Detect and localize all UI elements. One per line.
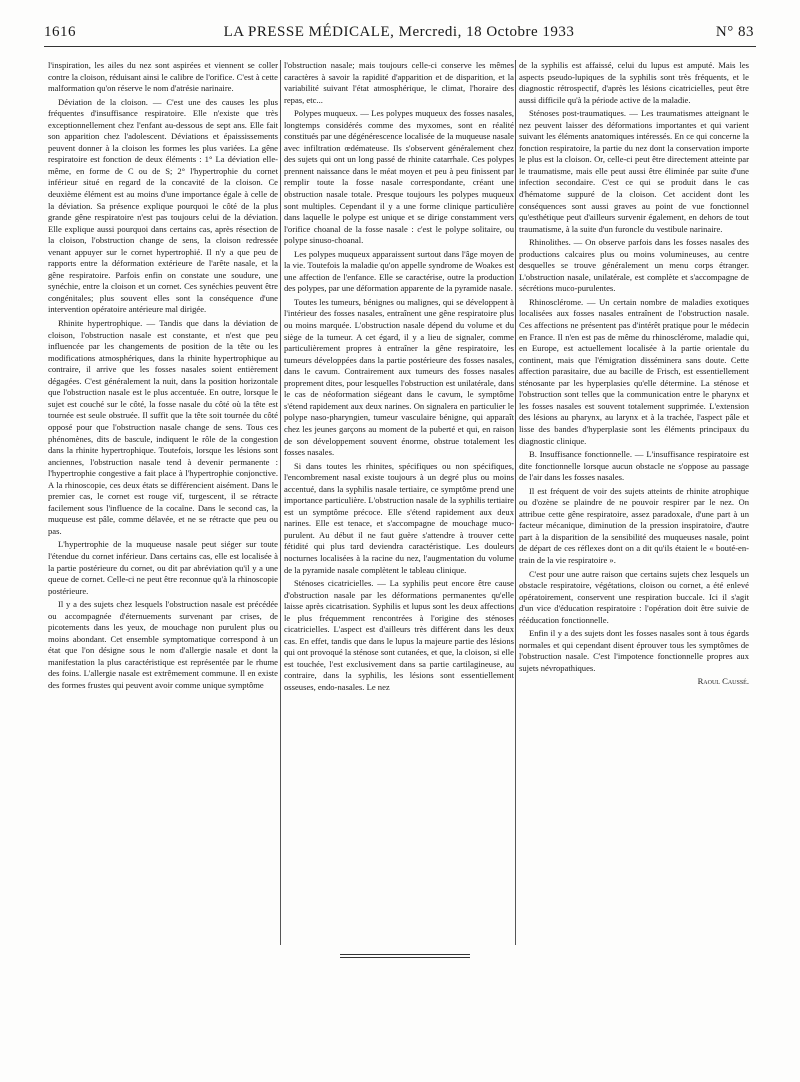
paragraph: Les polypes muqueux apparaissent surtout dans l'âge moyen de la vie. Toutefois la maladie qu'on appelle syndrome de Woakes est une affection de l'enfance. Elle se caractérise, outre la production des polypes, par une déformation apparente de la pyramide nasale. (284, 248, 514, 294)
paragraph: Polypes muqueux. — Les polypes muqueux des fosses nasales, longtemps considérés comme des myxomes, sont en réalité constitués par une dégénérescence localisée de la muqueuse nasale avec infiltration œdémateuse. Ils s'observent généralement chez des sujets qui ont un long passé de rhinite catarrhale. Ces polypes prennent naissance dans le méat moyen et peu à peu finissent par remplir toute la fosse nasale correspondante, créant une obstruction nasale totale. Presque toujours les polypes muqueux sont multiples. Cependant il y a une forme clinique particulière dans laquelle le polype est unique et se dirige constamment vers l'orifice choanal de la fosse nasale : c'est le polype solitaire, ou polype sinuso-choanal. (284, 108, 514, 246)
end-rule (340, 957, 470, 958)
paragraph: Rhinosclérome. — Un certain nombre de maladies exotiques localisées aux fosses nasales entraînent de l'obstruction nasale. Ces affections ne présentent pas d'intérêt pratique pour le médecin en France. Il n'en est pas de même du rhinosclérome, maladie qui, en Europe, est actuellement localisée à la partie orientale du continent, mais que l'émigration disséminera sans doute. Cette affection parasitaire, due au bacille de Frisch, est essentiellement sténosante par les hyperplasies qu'elle détermine. La sténose et l'obstruction sont telles que la communication entre le pharynx et les fosses nasales est souvent totalement supprimée. L'extension des lésions au pharynx, au larynx et à la trachée, l'aspect pâle et lisse des bandes d'hyperplasie sont les éléments principaux du diagnostic clinique. (519, 296, 749, 446)
author-signature: Raoul Caussé. (697, 676, 749, 687)
page-header (44, 18, 754, 48)
paragraph: Si dans toutes les rhinites, spécifiques ou non spécifiques, l'encombrement nasal existe toujours à un degré plus ou moins accentué, dans la syphilis nasale tertiaire, ce symptôme prend une importance particulière. L'obstruction nasale de la syphilis tertiaire est un symptôme précoce. Elle s'étend rapidement aux deux narines. Elle est tenace, et s'accompagne de mouchage muco-purulent. Au début il ne faut guère s'attendre à trouver cette fétidité qui plus tard deviendra caractéristique. Les douleurs nocturnes localisées à la racine du nez, l'augmentation du volume de la pyramide nasale complètent le tableau clinique. (284, 460, 514, 575)
paragraph: Sténoses cicatricielles. — La syphilis peut encore être cause d'obstruction nasale par les déformations permanentes qu'elle laisse après cicatrisation. Syphilis et lupus sont les deux affections le plus fréquemment rencontrées à l'origine des sténoses cicatricielles. L'aspect est d'ailleurs très différent dans les deux cas. En effet, tandis que dans le lupus la majeure partie des lésions qui ont provoqué la sténose sont cutanées, et que, la cloison, si elle est touchée, l'est exclusivement dans sa partie cartilagineuse, au contraire, dans la syphilis, les lésions sont essentiellement osseuses, endo-nasales. Le nez (284, 578, 514, 692)
paragraph: L'hypertrophie de la muqueuse nasale peut siéger sur toute l'étendue du cornet inférieur. Dans certains cas, elle est localisée à la partie postérieure du cornet, ou dit par abréviation qu'il y a une queue de cornet. Celle-ci ne peut être reconnue qu'à la rhinoscopie postérieure. (48, 539, 278, 596)
journal-title: LA PRESSE MÉDICALE, Mercredi, 18 Octobre 1933 (223, 24, 575, 40)
paragraph: Déviation de la cloison. — C'est une des causes les plus fréquentes d'insuffisance respiratoire. Elle n'existe que très exceptionnellement chez l'enfant au-dessous de sept ans. Elle fait son apparition chez l'adolescent. Déviations et épaississements peuvent donner à la cloison les formes les plus variées. La gêne respiratoire est fonction de deux éléments : 1° La déviation elle-même, en forme de C ou de S; 2° l'hypertrophie du cornet inférieur situé en regard de la concavité de la cloison. Ce deuxième élément est au moins d'une importance égale à celle de la déviation. Sa présence explique pourquoi le côté de la plus grande gêne respiratoire n'est pas toujours celui de la déviation. Elle explique aussi pourquoi dans certains cas, après résection de la cloison, l'obstruction change de sens, la cloison redressée venant appuyer sur le cornet hypertrophié. Il n'y a que peu de rapports entre la déformation extérieure de l'arête nasale, et la gêne respiratoire. Parfois enfin on constate une soudure, une synéchie, entre la cloison et un cornet. Ces synéchies peuvent être congénitales; plus souvent elles sont la conséquence d'une intervention opératoire antérieure mal dirigée. (48, 96, 278, 315)
paragraph: Rhinolithes. — On observe parfois dans les fosses nasales des productions calcaires plus ou moins volumineuses, au centre desquelles se trouve généralement un menu corps étranger. L'obstruction nasale, unilatérale, est complète et s'accompagne de sécrétions muco-purulentes. (519, 237, 749, 294)
paragraph: Il y a des sujets chez lesquels l'obstruction nasale est précédée ou accompagnée d'éternuements survenant par crises, de picotements dans les yeux, de mouchage non purulent plus ou moins abondant. Cet ensemble symptomatique correspond à un état que l'on désigne sous le nom d'allergie nasale et dont la manifestation la plus caractéristique est représentée par le rhume des foins. L'allergie nasale est extrêmement commune. Il en existe des formes frustes qui peuvent avoir comme unique symptôme (48, 599, 278, 690)
paragraph: Toutes les tumeurs, bénignes ou malignes, qui se développent à l'intérieur des fosses nasales, entraînent une gêne respiratoire plus ou moins marquée. L'obstruction nasale dépend du volume et du siège de la tumeur. A cet égard, il y a lieu de signaler, comme particulièrement propres à entraîner la gêne respiratoire, les tumeurs développées dans la partie postérieure des fosses nasales, dans le cavum. Contrairement aux tumeurs des fosses nasales proprement dites, pour lesquelles l'obstruction est unilatérale, dans le cas de néoformation siégeant dans le cavum, le symptôme s'étend rapidement aux deux narines. On signalera en particulier le polype naso-pharyngien, tumeur vasculaire bénigne, qui apparaît chez les jeunes garçons au moment de la puberté et qui, en raison de son développement souvent énorme, obstrue totalement les fosses nasales. (284, 296, 514, 458)
text-column-3 (519, 60, 749, 950)
paragraph: Rhinite hypertrophique. — Tandis que dans la déviation de cloison, l'obstruction nasale est constante, et n'est que peu influencée par les changements de position de la tête ou les modifications atmosphériques, dans la rhinite hypertrophique au contraire, il arrive que les fosses nasales soient entièrement dégagées. C'est généralement la nuit, dans la position horizontale que l'obstruction nasale est le plus accentuée. En outre, lorsque le sujet est couché sur le côté, la fosse nasale du côté où la tête est tournée est seule obstruée. Il suffit que la tête soit tournée du côté opposé pour que l'obstruction nasale change de sens. Tous ces phénomènes, dits de bascule, indiquent le rôle de la congestion dans la rhinite hypertrophique. Toutefois, lorsque les lésions sont anciennes, l'obstruction nasale tend à devenir permanente : l'hypertrophie congestive a fait place à l'hypertrophie conjonctive. A la rhinoscopie, ces deux états se différencient aisément. Dans le premier cas, le cornet est rouge vif, turgescent, il se rétracte facilement sous l'influence de la cocaïne. Dans le second cas, la muqueuse est pâle, comme délavée, et ne se rétracte que peu ou pas. (48, 318, 278, 536)
paragraph: B. Insuffisance fonctionnelle. — L'insuffisance respiratoire est dite fonctionnelle lorsque aucun obstacle ne s'oppose au passage de l'air dans les fosses nasales. (519, 449, 749, 483)
paragraph: de la syphilis est affaissé, celui du lupus est amputé. Mais les aspects pseudo-lupiques de la syphilis sont très fréquents, et le diagnostic rétrospectif, d'après les lésions cicatricielles, peut être aussi difficile qu'à la période active de la maladie. (519, 60, 749, 105)
column-divider (515, 60, 516, 945)
paragraph: Enfin il y a des sujets dont les fosses nasales sont à tous égards normales et qui cependant disent éprouver tous les symptômes de l'obstruction nasale. C'est l'impotence fonctionnelle propres aux sujets névropathiques. (519, 628, 749, 673)
page-number: 1616 (44, 24, 76, 40)
paragraph: l'obstruction nasale; mais toujours celle-ci conserve les mêmes caractères à savoir la rapidité d'apparition et de disparition, et la variabilité suivant l'état atmosphérique, le climat, l'horaire des repas, etc... (284, 60, 514, 105)
paragraph: Sténoses post-traumatiques. — Les traumatismes atteignant le nez peuvent laisser des déformations importantes et qui varient suivant les éléments anatomiques intéressés. En ce qui concerne la fonction respiratoire, la partie du nez dont la conservation importe le plus est la cloison. Or, celle-ci peut être directement atteinte par le traumatisme, mais elle peut aussi être éliminée par suite d'une infection secondaire. C'est ce qui se produit dans le cas d'hématome suppuré de la cloison. Cet accident dont les conséquences sont aussi graves au point de vue fonctionnel qu'esthétique peut d'ailleurs survenir également, en dehors de tout traumatisme, à la suite d'un furoncle du vestibule narinaire. (519, 108, 749, 234)
end-rule (340, 954, 470, 955)
text-column-1 (48, 60, 278, 950)
column-divider (280, 60, 281, 945)
paragraph: C'est pour une autre raison que certains sujets chez lesquels un obstacle respiratoire, végétations, cloison ou cornet, a été enlevé opératoirement, conservent une respiration buccale. Ici il s'agit d'un vice d'éducation respiratoire : l'opération doit être suivie de rééducation fonctionnelle. (519, 568, 749, 625)
paragraph: l'inspiration, les ailes du nez sont aspirées et viennent se coller contre la cloison, réduisant ainsi le calibre de l'orifice. C'est à cette malformation qu'on réserve le nom d'atrésie narinaire. (48, 60, 278, 94)
header-rule (44, 46, 756, 47)
text-column-2 (284, 60, 514, 950)
paragraph: Il est fréquent de voir des sujets atteints de rhinite atrophique ou d'ozène se plaindre de ne pouvoir respirer par le nez. On attribue cette gêne respiratoire, assez paradoxale, d'une part à un facteur mécanique, diminution de la pression inspiratoire, d'autre part à la disparition de la sensibilité des muqueuses nasale, point de départ de ces réflexes dont on a dit qu'ils étaient le « bouté-en-train de la vie respiratoire ». (519, 485, 749, 565)
issue-number: N° 83 (715, 24, 754, 40)
